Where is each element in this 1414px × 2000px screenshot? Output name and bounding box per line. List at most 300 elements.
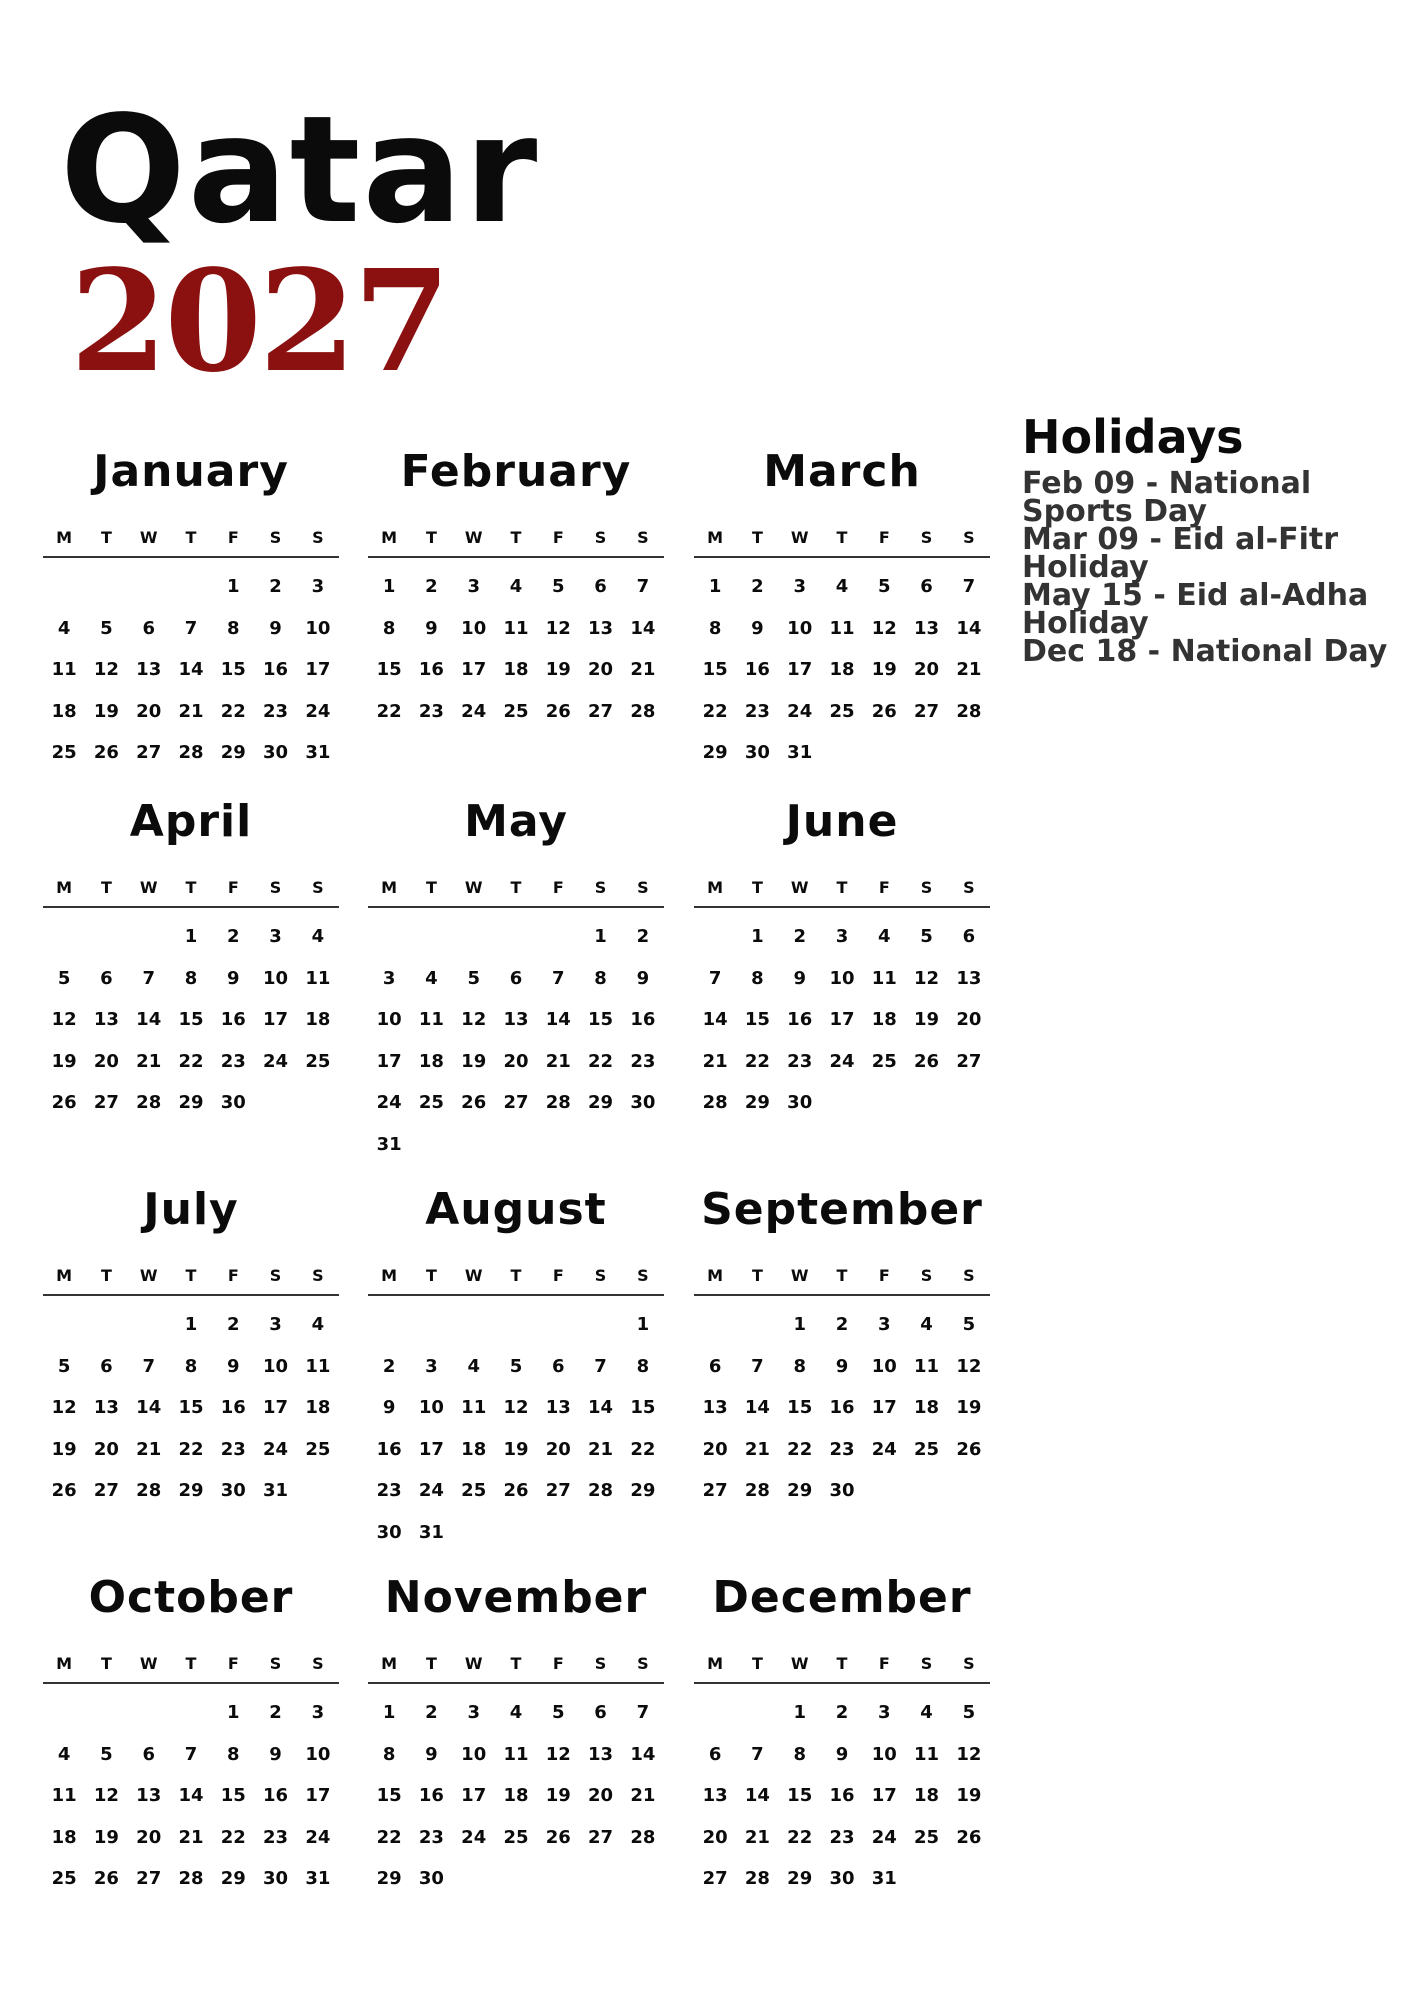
day-cell: 25 xyxy=(51,1868,77,1890)
empty-cell xyxy=(694,916,736,958)
day-cell: 27 xyxy=(702,1480,728,1502)
day-cell: 24 xyxy=(376,1092,402,1114)
day-cell: 30 xyxy=(744,742,770,764)
month-name: March xyxy=(763,446,921,497)
weekday-label: S xyxy=(269,1266,282,1285)
month-calendar xyxy=(368,796,664,1165)
weekday-label: M xyxy=(707,1654,724,1673)
day-cell: 11 xyxy=(829,617,855,639)
weekday-label: S xyxy=(637,528,649,547)
day-cell: 19 xyxy=(956,1785,982,1807)
day-cell: 21 xyxy=(136,1438,162,1460)
weekday-header xyxy=(694,526,990,558)
day-cell: 25 xyxy=(829,700,855,722)
day-cell: 23 xyxy=(630,1050,656,1072)
empty-cell xyxy=(694,1692,736,1734)
month-name: January xyxy=(93,446,289,497)
day-cell: 1 xyxy=(382,1702,396,1724)
day-cell: 25 xyxy=(914,1438,940,1460)
day-cell: 4 xyxy=(57,1743,71,1765)
day-cell: 13 xyxy=(503,1009,529,1031)
day-cell: 8 xyxy=(227,617,240,639)
day-cell: 24 xyxy=(787,700,813,722)
day-cell: 18 xyxy=(503,1785,529,1807)
empty-cell xyxy=(736,1692,778,1734)
day-cell: 24 xyxy=(829,1050,855,1072)
day-cell: 25 xyxy=(871,1050,897,1072)
weekday-label: T xyxy=(510,878,522,897)
day-cell: 4 xyxy=(920,1314,933,1336)
weekday-label: T xyxy=(185,528,197,547)
day-cell: 22 xyxy=(376,700,402,722)
day-cell: 29 xyxy=(178,1092,204,1114)
day-cell: 18 xyxy=(503,659,529,681)
day-cell: 28 xyxy=(744,1868,770,1890)
day-cell: 6 xyxy=(594,1702,607,1724)
day-cell: 21 xyxy=(630,659,656,681)
empty-cell xyxy=(368,916,410,958)
weekday-label: T xyxy=(425,1654,437,1673)
day-cell: 27 xyxy=(956,1050,982,1072)
day-cell: 15 xyxy=(376,1785,402,1807)
day-cell: 17 xyxy=(263,1009,289,1031)
empty-cell xyxy=(694,1304,736,1346)
day-cell: 9 xyxy=(227,967,240,989)
day-cell: 1 xyxy=(636,1314,650,1336)
weekday-label: T xyxy=(510,528,522,547)
day-cell: 2 xyxy=(425,1702,438,1724)
day-cell: 17 xyxy=(305,1785,331,1807)
day-cell: 13 xyxy=(136,1785,162,1807)
day-cell: 18 xyxy=(461,1438,487,1460)
weekday-label: T xyxy=(425,1266,437,1285)
day-cell: 1 xyxy=(793,1314,806,1336)
weekday-label: W xyxy=(464,1266,483,1285)
day-grid xyxy=(368,916,664,1165)
day-cell: 11 xyxy=(305,1355,331,1377)
day-cell: 30 xyxy=(630,1092,656,1114)
day-cell: 7 xyxy=(142,967,155,989)
day-cell: 23 xyxy=(744,700,770,722)
day-cell: 7 xyxy=(184,1743,198,1765)
month-calendar xyxy=(368,1184,664,1553)
weekday-label: W xyxy=(464,1654,483,1673)
day-cell: 25 xyxy=(503,1826,529,1848)
month-calendar xyxy=(43,1572,339,1900)
day-cell: 11 xyxy=(914,1355,940,1377)
weekday-label: F xyxy=(878,528,890,547)
weekday-label: M xyxy=(707,1266,724,1285)
day-cell: 29 xyxy=(588,1092,614,1114)
day-cell: 9 xyxy=(382,1397,396,1419)
empty-cell xyxy=(453,916,495,958)
day-cell: 14 xyxy=(136,1397,162,1419)
month-calendar xyxy=(43,796,339,1124)
weekday-header xyxy=(368,876,664,908)
day-cell: 19 xyxy=(545,1785,571,1807)
day-cell: 26 xyxy=(503,1480,529,1502)
day-cell: 23 xyxy=(418,1826,444,1848)
day-cell: 3 xyxy=(269,1314,282,1336)
day-cell: 12 xyxy=(871,617,897,639)
day-cell: 26 xyxy=(93,1868,119,1890)
day-cell: 19 xyxy=(956,1397,982,1419)
weekday-label: T xyxy=(425,528,437,547)
day-cell: 22 xyxy=(787,1438,813,1460)
day-cell: 8 xyxy=(382,1743,396,1765)
month-name: August xyxy=(425,1184,607,1235)
weekday-label: T xyxy=(836,1654,848,1673)
day-cell: 1 xyxy=(227,1702,240,1724)
day-cell: 28 xyxy=(136,1092,162,1114)
day-cell: 2 xyxy=(751,576,764,598)
day-cell: 7 xyxy=(636,576,650,598)
day-cell: 14 xyxy=(956,617,982,639)
day-cell: 29 xyxy=(178,1480,204,1502)
day-cell: 26 xyxy=(93,742,119,764)
day-cell: 8 xyxy=(793,1743,806,1765)
day-cell: 5 xyxy=(962,1702,976,1724)
day-cell: 10 xyxy=(263,1355,289,1377)
day-cell: 5 xyxy=(509,1355,523,1377)
weekday-label: M xyxy=(56,1266,73,1285)
day-cell: 19 xyxy=(545,659,571,681)
weekday-label: M xyxy=(381,878,398,897)
day-grid xyxy=(694,916,990,1124)
weekday-label: W xyxy=(139,878,158,897)
day-cell: 3 xyxy=(382,967,396,989)
day-cell: 17 xyxy=(376,1050,402,1072)
day-cell: 24 xyxy=(871,1826,897,1848)
day-cell: 26 xyxy=(956,1438,982,1460)
empty-cell xyxy=(85,1692,127,1734)
empty-cell xyxy=(410,916,452,958)
empty-cell xyxy=(43,1692,85,1734)
day-cell: 20 xyxy=(93,1050,119,1072)
holiday-item: May 15 - Eid al-Adha Holiday xyxy=(1022,578,1369,641)
holiday-item: Mar 09 - Eid al-Fitr Holiday xyxy=(1022,522,1339,585)
day-cell: 20 xyxy=(956,1009,982,1031)
day-cell: 2 xyxy=(835,1314,849,1336)
month-calendar xyxy=(43,1184,339,1512)
weekday-label: M xyxy=(707,528,724,547)
day-cell: 2 xyxy=(793,926,806,948)
day-cell: 3 xyxy=(269,926,282,948)
weekday-label: S xyxy=(637,878,649,897)
day-cell: 19 xyxy=(93,700,119,722)
day-cell: 25 xyxy=(418,1092,444,1114)
country-title: Qatar xyxy=(60,84,540,256)
day-cell: 25 xyxy=(461,1480,487,1502)
day-cell: 5 xyxy=(57,1355,71,1377)
empty-cell xyxy=(537,1304,579,1346)
day-cell: 28 xyxy=(956,700,982,722)
weekday-label: M xyxy=(56,528,73,547)
day-cell: 18 xyxy=(305,1009,331,1031)
day-cell: 8 xyxy=(227,1743,240,1765)
day-cell: 20 xyxy=(93,1438,119,1460)
day-cell: 9 xyxy=(636,967,650,989)
day-cell: 26 xyxy=(461,1092,487,1114)
day-cell: 13 xyxy=(93,1009,119,1031)
day-cell: 31 xyxy=(305,742,331,764)
empty-cell xyxy=(85,1304,127,1346)
day-cell: 19 xyxy=(871,659,897,681)
day-cell: 27 xyxy=(136,1868,162,1890)
weekday-label: S xyxy=(594,1654,607,1673)
month-name: July xyxy=(143,1184,239,1235)
day-cell: 8 xyxy=(636,1355,650,1377)
day-cell: 11 xyxy=(914,1743,940,1765)
month-name: September xyxy=(701,1184,983,1235)
day-cell: 1 xyxy=(227,576,240,598)
day-cell: 7 xyxy=(962,576,976,598)
month-calendar xyxy=(43,446,339,774)
day-cell: 7 xyxy=(552,967,565,989)
weekday-label: F xyxy=(878,878,890,897)
day-cell: 3 xyxy=(793,576,806,598)
empty-cell xyxy=(43,1304,85,1346)
day-grid xyxy=(694,1692,990,1900)
day-cell: 9 xyxy=(269,617,282,639)
day-cell: 29 xyxy=(630,1480,656,1502)
day-cell: 2 xyxy=(636,926,650,948)
day-cell: 31 xyxy=(305,1868,331,1890)
day-cell: 23 xyxy=(220,1050,246,1072)
day-cell: 15 xyxy=(744,1009,770,1031)
day-cell: 20 xyxy=(702,1826,728,1848)
day-cell: 7 xyxy=(636,1702,650,1724)
day-cell: 27 xyxy=(702,1868,728,1890)
weekday-label: T xyxy=(836,528,848,547)
day-cell: 28 xyxy=(744,1480,770,1502)
day-cell: 1 xyxy=(184,1314,198,1336)
day-cell: 27 xyxy=(503,1092,529,1114)
weekday-label: M xyxy=(56,878,73,897)
day-cell: 1 xyxy=(382,576,396,598)
weekday-label: W xyxy=(139,1266,158,1285)
weekday-label: T xyxy=(836,878,848,897)
day-cell: 10 xyxy=(305,1743,331,1765)
day-cell: 13 xyxy=(588,617,614,639)
day-cell: 15 xyxy=(376,659,402,681)
day-cell: 14 xyxy=(630,1743,656,1765)
day-cell: 28 xyxy=(702,1092,728,1114)
empty-cell xyxy=(43,916,85,958)
day-cell: 21 xyxy=(744,1438,770,1460)
day-cell: 19 xyxy=(51,1438,77,1460)
day-cell: 24 xyxy=(263,1438,289,1460)
day-cell: 18 xyxy=(51,700,77,722)
day-cell: 30 xyxy=(787,1092,813,1114)
weekday-label: F xyxy=(878,1654,890,1673)
weekday-label: T xyxy=(185,878,197,897)
weekday-label: W xyxy=(464,528,483,547)
day-cell: 26 xyxy=(51,1480,77,1502)
day-cell: 8 xyxy=(793,1355,806,1377)
day-cell: 17 xyxy=(829,1009,855,1031)
day-cell: 13 xyxy=(914,617,940,639)
day-cell: 9 xyxy=(751,617,764,639)
day-cell: 19 xyxy=(503,1438,529,1460)
day-grid xyxy=(43,1304,339,1512)
day-cell: 16 xyxy=(787,1009,813,1031)
day-cell: 29 xyxy=(702,742,728,764)
day-cell: 9 xyxy=(793,967,806,989)
empty-cell xyxy=(453,1304,495,1346)
day-cell: 4 xyxy=(311,926,325,948)
day-cell: 8 xyxy=(382,617,396,639)
day-cell: 25 xyxy=(503,700,529,722)
day-cell: 21 xyxy=(588,1438,614,1460)
day-cell: 19 xyxy=(461,1050,487,1072)
day-cell: 12 xyxy=(51,1397,77,1419)
day-cell: 10 xyxy=(305,617,331,639)
day-cell: 10 xyxy=(871,1355,897,1377)
day-cell: 16 xyxy=(829,1785,855,1807)
day-cell: 31 xyxy=(263,1480,289,1502)
day-cell: 29 xyxy=(220,742,246,764)
day-cell: 4 xyxy=(57,617,71,639)
day-cell: 4 xyxy=(878,926,891,948)
day-cell: 29 xyxy=(744,1092,770,1114)
weekday-label: S xyxy=(594,528,607,547)
weekday-label: W xyxy=(790,1654,809,1673)
day-cell: 24 xyxy=(305,1826,331,1848)
day-cell: 13 xyxy=(702,1785,728,1807)
day-cell: 4 xyxy=(509,576,523,598)
day-cell: 1 xyxy=(751,926,764,948)
day-cell: 26 xyxy=(545,1826,571,1848)
day-cell: 31 xyxy=(787,742,813,764)
day-cell: 26 xyxy=(914,1050,940,1072)
day-cell: 24 xyxy=(305,700,331,722)
day-cell: 15 xyxy=(702,659,728,681)
day-cell: 29 xyxy=(376,1868,402,1890)
weekday-label: F xyxy=(552,878,564,897)
day-cell: 24 xyxy=(461,1826,487,1848)
day-cell: 31 xyxy=(376,1133,402,1155)
day-cell: 25 xyxy=(305,1050,331,1072)
day-cell: 21 xyxy=(744,1826,770,1848)
empty-cell xyxy=(128,916,170,958)
day-cell: 1 xyxy=(793,1702,806,1724)
weekday-label: W xyxy=(790,528,809,547)
day-cell: 1 xyxy=(708,576,722,598)
day-cell: 10 xyxy=(461,1743,487,1765)
day-cell: 16 xyxy=(220,1397,246,1419)
day-cell: 1 xyxy=(594,926,607,948)
weekday-label: S xyxy=(920,878,933,897)
day-cell: 28 xyxy=(136,1480,162,1502)
day-cell: 16 xyxy=(829,1397,855,1419)
weekday-label: T xyxy=(751,1654,763,1673)
day-cell: 2 xyxy=(227,1314,240,1336)
weekday-label: T xyxy=(751,528,763,547)
day-cell: 13 xyxy=(545,1397,571,1419)
weekday-label: S xyxy=(637,1654,649,1673)
day-cell: 5 xyxy=(57,967,71,989)
day-cell: 19 xyxy=(51,1050,77,1072)
weekday-label: T xyxy=(425,878,437,897)
day-cell: 5 xyxy=(962,1314,976,1336)
holiday-item: Dec 18 - National Day xyxy=(1022,634,1388,669)
day-cell: 17 xyxy=(871,1397,897,1419)
day-cell: 14 xyxy=(744,1397,770,1419)
day-cell: 18 xyxy=(305,1397,331,1419)
day-cell: 8 xyxy=(751,967,764,989)
day-cell: 4 xyxy=(467,1355,480,1377)
day-cell: 14 xyxy=(178,1785,204,1807)
empty-cell xyxy=(43,566,85,608)
weekday-label: F xyxy=(227,528,239,547)
day-cell: 27 xyxy=(914,700,940,722)
day-cell: 12 xyxy=(51,1009,77,1031)
day-cell: 10 xyxy=(829,967,855,989)
year-title: 2027 xyxy=(70,240,448,404)
weekday-header xyxy=(43,876,339,908)
day-cell: 27 xyxy=(93,1480,119,1502)
day-cell: 6 xyxy=(708,1743,722,1765)
weekday-label: S xyxy=(269,528,282,547)
day-cell: 17 xyxy=(787,659,813,681)
day-cell: 18 xyxy=(418,1050,444,1072)
day-cell: 18 xyxy=(51,1826,77,1848)
weekday-header xyxy=(368,526,664,558)
day-cell: 11 xyxy=(503,1743,529,1765)
day-cell: 29 xyxy=(787,1480,813,1502)
day-cell: 12 xyxy=(545,1743,571,1765)
weekday-label: T xyxy=(185,1266,197,1285)
day-cell: 7 xyxy=(184,617,198,639)
weekday-label: T xyxy=(510,1266,522,1285)
day-cell: 12 xyxy=(93,659,119,681)
day-cell: 13 xyxy=(956,967,982,989)
day-cell: 21 xyxy=(702,1050,728,1072)
day-cell: 14 xyxy=(178,659,204,681)
day-cell: 27 xyxy=(588,700,614,722)
weekday-label: T xyxy=(100,878,112,897)
month-name: April xyxy=(129,796,253,847)
day-cell: 10 xyxy=(871,1743,897,1765)
month-name: December xyxy=(712,1572,972,1623)
day-cell: 16 xyxy=(630,1009,656,1031)
weekday-label: F xyxy=(878,1266,890,1285)
day-cell: 17 xyxy=(461,1785,487,1807)
day-cell: 31 xyxy=(871,1868,897,1890)
month-name: February xyxy=(400,446,632,497)
day-cell: 9 xyxy=(425,617,438,639)
weekday-header xyxy=(43,526,339,558)
day-grid xyxy=(694,1304,990,1512)
day-cell: 22 xyxy=(588,1050,614,1072)
empty-cell xyxy=(85,916,127,958)
month-calendar xyxy=(694,1184,990,1512)
month-name: June xyxy=(785,796,899,847)
weekday-label: W xyxy=(139,1654,158,1673)
month-calendar xyxy=(694,446,990,774)
day-grid xyxy=(43,566,339,774)
day-cell: 8 xyxy=(184,967,198,989)
day-cell: 3 xyxy=(311,576,325,598)
day-cell: 27 xyxy=(545,1480,571,1502)
weekday-header xyxy=(43,1264,339,1296)
day-cell: 21 xyxy=(136,1050,162,1072)
weekday-label: T xyxy=(100,1266,112,1285)
holidays-title: Holidays xyxy=(1022,410,1244,464)
day-cell: 13 xyxy=(702,1397,728,1419)
empty-cell xyxy=(170,1692,212,1734)
